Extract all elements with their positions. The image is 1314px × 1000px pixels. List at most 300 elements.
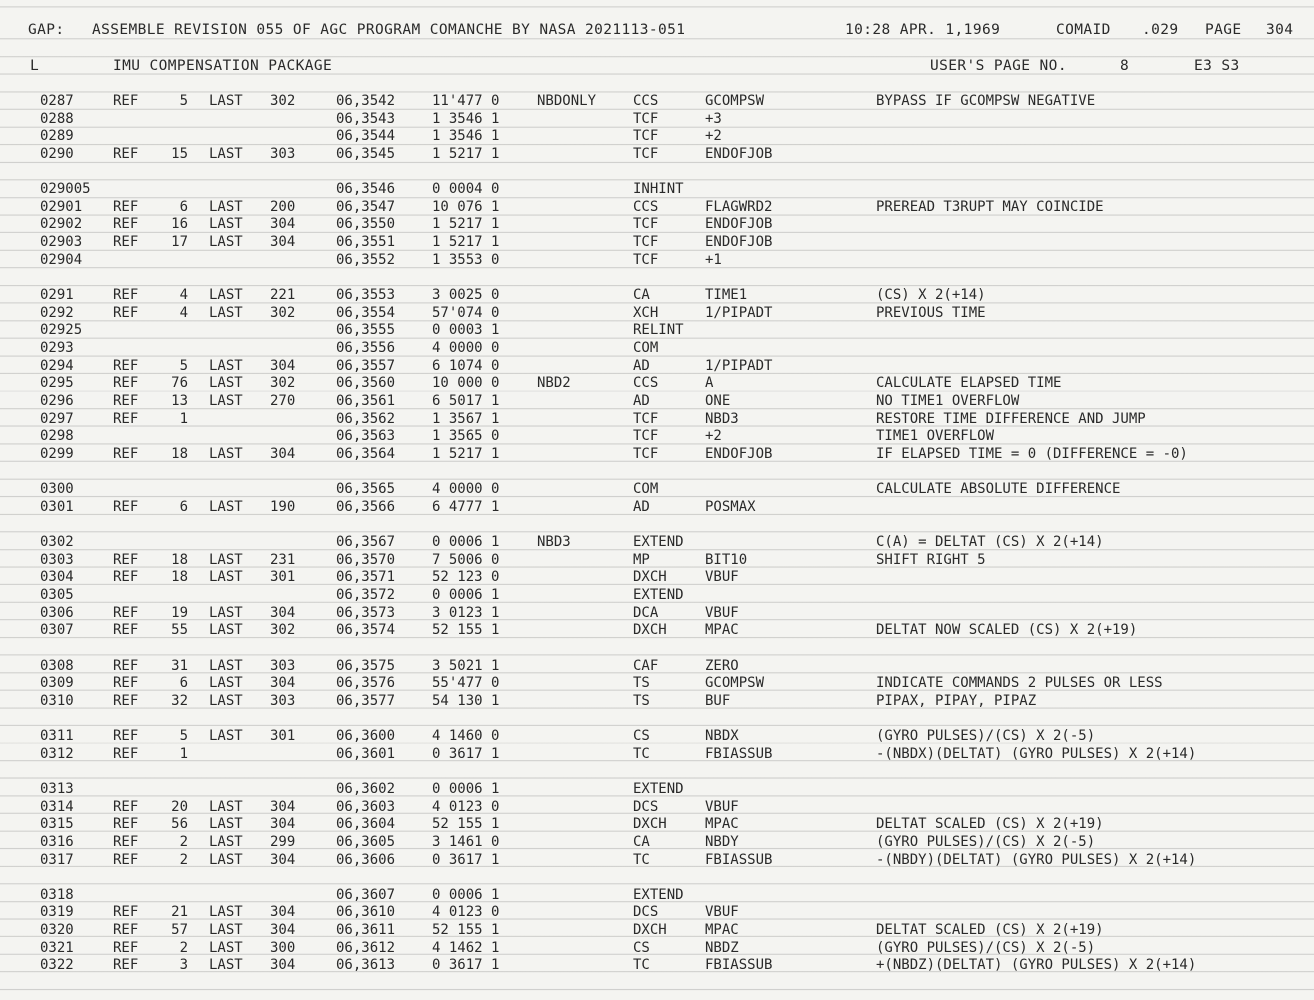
line-number: 0306 <box>40 604 74 621</box>
line-number: 0292 <box>40 304 74 321</box>
listing-row <box>0 622 1314 640</box>
ref-count: 17 <box>171 234 188 251</box>
ref-marker: REF <box>113 569 139 586</box>
octal-word: 4 1462 1 <box>432 939 500 956</box>
listing-row <box>0 569 1314 587</box>
octal-word: 4 0000 0 <box>432 339 500 356</box>
opcode: MP <box>633 551 650 568</box>
listing-row <box>0 340 1314 358</box>
blank-line <box>0 269 1314 287</box>
line-number: 0319 <box>40 904 74 921</box>
line-number: 0293 <box>40 339 74 356</box>
octal-word: 1 5217 1 <box>432 216 500 233</box>
line-number: 0322 <box>40 957 74 974</box>
symbol-label: NBD2 <box>537 375 571 392</box>
address: 06,3605 <box>336 833 396 850</box>
opcode: CS <box>633 728 650 745</box>
last-page: 304 <box>270 604 296 621</box>
address: 06,3556 <box>336 339 396 356</box>
address: 06,3547 <box>336 198 396 215</box>
users-page-label: USER'S PAGE NO. <box>930 58 1067 74</box>
comment: RESTORE TIME DIFFERENCE AND JUMP <box>876 410 1146 427</box>
ref-marker: REF <box>113 816 139 833</box>
ref-count: 21 <box>171 904 188 921</box>
last-page: 303 <box>270 145 296 162</box>
last-marker: LAST <box>209 198 243 215</box>
header-version: .029 <box>1142 22 1179 38</box>
opcode: TCF <box>633 128 659 145</box>
last-page: 302 <box>270 93 296 109</box>
ref-count: 2 <box>179 851 188 868</box>
listing-row <box>0 393 1314 411</box>
octal-word: 52 155 1 <box>432 622 500 639</box>
symbol-label: NBD3 <box>537 534 571 551</box>
ref-count: 4 <box>179 287 188 304</box>
address: 06,3604 <box>336 816 396 833</box>
octal-word: 0 3617 1 <box>432 957 500 974</box>
listing-row <box>0 199 1314 217</box>
opcode: CCS <box>633 93 659 109</box>
operand: GCOMPSW <box>705 93 765 109</box>
opcode: TCF <box>633 251 659 268</box>
listing-row <box>0 693 1314 711</box>
line-number: 02904 <box>40 251 83 268</box>
last-page: 302 <box>270 375 296 392</box>
address: 06,3557 <box>336 357 396 374</box>
ref-count: 18 <box>171 445 188 462</box>
opcode: EXTEND <box>633 534 684 551</box>
line-number: 0321 <box>40 939 74 956</box>
operand: +3 <box>705 110 722 127</box>
address: 06,3601 <box>336 745 396 762</box>
address: 06,3567 <box>336 534 396 551</box>
ref-count: 2 <box>179 939 188 956</box>
last-page: 304 <box>270 922 296 939</box>
line-number: 0302 <box>40 534 74 551</box>
header-page-label: PAGE <box>1205 22 1242 38</box>
octal-word: 1 5217 1 <box>432 445 500 462</box>
line-number: 0295 <box>40 375 74 392</box>
section-title: IMU COMPENSATION PACKAGE <box>113 58 333 74</box>
address: 06,3577 <box>336 692 396 709</box>
last-marker: LAST <box>209 287 243 304</box>
last-page: 304 <box>270 816 296 833</box>
opcode: TCF <box>633 145 659 162</box>
octal-word: 0 3617 1 <box>432 745 500 762</box>
last-marker: LAST <box>209 498 243 515</box>
last-marker: LAST <box>209 551 243 568</box>
last-marker: LAST <box>209 375 243 392</box>
last-marker: LAST <box>209 728 243 745</box>
line-number: 0307 <box>40 622 74 639</box>
comment: (GYRO PULSES)/(CS) X 2(-5) <box>876 833 1096 850</box>
ref-marker: REF <box>113 304 139 321</box>
address: 06,3553 <box>336 287 396 304</box>
operand: +2 <box>705 128 722 145</box>
last-page: 231 <box>270 551 296 568</box>
opcode: COM <box>633 339 659 356</box>
ref-marker: REF <box>113 745 139 762</box>
last-page: 302 <box>270 622 296 639</box>
listing-row <box>0 322 1314 340</box>
comment: PREVIOUS TIME <box>876 304 986 321</box>
line-number: 0304 <box>40 569 74 586</box>
comment: BYPASS IF GCOMPSW NEGATIVE <box>876 93 1096 109</box>
ref-marker: REF <box>113 957 139 974</box>
opcode: TC <box>633 957 650 974</box>
ref-count: 1 <box>179 745 188 762</box>
comment: CALCULATE ABSOLUTE DIFFERENCE <box>876 481 1121 498</box>
listing-row <box>0 358 1314 376</box>
operand: +1 <box>705 251 722 268</box>
address: 06,3603 <box>336 798 396 815</box>
address: 06,3612 <box>336 939 396 956</box>
address: 06,3573 <box>336 604 396 621</box>
address: 06,3550 <box>336 216 396 233</box>
comment: +(NBDZ)(DELTAT) (GYRO PULSES) X 2(+14) <box>876 957 1197 974</box>
octal-word: 4 1460 0 <box>432 728 500 745</box>
last-marker: LAST <box>209 833 243 850</box>
listing-row <box>0 834 1314 852</box>
comment: DELTAT NOW SCALED (CS) X 2(+19) <box>876 622 1138 639</box>
ref-marker: REF <box>113 234 139 251</box>
operand: FBIASSUB <box>705 851 773 868</box>
octal-word: 1 3546 1 <box>432 128 500 145</box>
line-number: 0308 <box>40 657 74 674</box>
octal-word: 0 0006 1 <box>432 780 500 797</box>
listing-row <box>0 234 1314 252</box>
ref-marker: REF <box>113 498 139 515</box>
header-user: COMAID <box>1056 22 1111 38</box>
last-marker: LAST <box>209 304 243 321</box>
comment: TIME1 OVERFLOW <box>876 428 995 445</box>
listing-row <box>0 481 1314 499</box>
listing-row <box>0 746 1314 764</box>
last-marker: LAST <box>209 604 243 621</box>
comment: DELTAT SCALED (CS) X 2(+19) <box>876 816 1104 833</box>
comment: PIPAX, PIPAY, PIPAZ <box>876 692 1037 709</box>
opcode: CAF <box>633 657 659 674</box>
address: 06,3555 <box>336 322 396 339</box>
last-page: 221 <box>270 287 296 304</box>
last-marker: LAST <box>209 957 243 974</box>
ref-count: 6 <box>179 198 188 215</box>
ref-count: 55 <box>171 622 188 639</box>
listing-row <box>0 922 1314 940</box>
ref-marker: REF <box>113 904 139 921</box>
address: 06,3562 <box>336 410 396 427</box>
listing-row <box>0 852 1314 870</box>
last-marker: LAST <box>209 816 243 833</box>
address: 06,3600 <box>336 728 396 745</box>
line-number: 0288 <box>40 110 74 127</box>
listing-row <box>0 375 1314 393</box>
opcode: CS <box>633 939 650 956</box>
opcode: EXTEND <box>633 886 684 903</box>
line-number: 02925 <box>40 322 83 339</box>
ref-count: 57 <box>171 922 188 939</box>
comment: -(NBDX)(DELTAT) (GYRO PULSES) X 2(+14) <box>876 745 1197 762</box>
last-marker: LAST <box>209 904 243 921</box>
last-marker: LAST <box>209 692 243 709</box>
operand: FBIASSUB <box>705 745 773 762</box>
header-title: ASSEMBLE REVISION 055 OF AGC PROGRAM COMANCHE BY NASA 2021113-051 <box>92 22 686 38</box>
address: 06,3574 <box>336 622 396 639</box>
comment: IF ELAPSED TIME = 0 (DIFFERENCE = -0) <box>876 445 1188 462</box>
line-number: 029005 <box>40 181 91 198</box>
ref-count: 18 <box>171 551 188 568</box>
opcode: TS <box>633 692 650 709</box>
address: 06,3602 <box>336 780 396 797</box>
last-page: 304 <box>270 234 296 251</box>
ref-marker: REF <box>113 922 139 939</box>
last-marker: LAST <box>209 93 243 109</box>
line-number: 0297 <box>40 410 74 427</box>
line-number: 0294 <box>40 357 74 374</box>
last-page: 301 <box>270 569 296 586</box>
operand: +2 <box>705 428 722 445</box>
opcode: TS <box>633 675 650 692</box>
listing-row <box>0 93 1314 111</box>
operand: GCOMPSW <box>705 675 765 692</box>
octal-word: 4 0123 0 <box>432 798 500 815</box>
opcode: DXCH <box>633 816 667 833</box>
ref-count: 19 <box>171 604 188 621</box>
line-number: 0320 <box>40 922 74 939</box>
line-number: 0317 <box>40 851 74 868</box>
operand: VBUF <box>705 798 739 815</box>
last-marker: LAST <box>209 622 243 639</box>
ref-marker: REF <box>113 622 139 639</box>
listing-row <box>0 904 1314 922</box>
last-marker: LAST <box>209 216 243 233</box>
ref-marker: REF <box>113 410 139 427</box>
operand: NBDX <box>705 728 739 745</box>
listing-row <box>0 252 1314 270</box>
operand: MPAC <box>705 816 739 833</box>
comment: (GYRO PULSES)/(CS) X 2(-5) <box>876 939 1096 956</box>
line-number: 02903 <box>40 234 83 251</box>
octal-word: 52 123 0 <box>432 569 500 586</box>
line-number: 0291 <box>40 287 74 304</box>
opcode: DCA <box>633 604 659 621</box>
ref-marker: REF <box>113 357 139 374</box>
ref-count: 20 <box>171 798 188 815</box>
line-number: 0314 <box>40 798 74 815</box>
listing-row <box>0 411 1314 429</box>
octal-word: 4 0000 0 <box>432 481 500 498</box>
listing-row <box>0 428 1314 446</box>
opcode: TCF <box>633 428 659 445</box>
octal-word: 7 5006 0 <box>432 551 500 568</box>
opcode: CCS <box>633 198 659 215</box>
line-number: 0296 <box>40 392 74 409</box>
line-number: 0289 <box>40 128 74 145</box>
last-page: 303 <box>270 692 296 709</box>
address: 06,3552 <box>336 251 396 268</box>
operand: FBIASSUB <box>705 957 773 974</box>
ref-marker: REF <box>113 939 139 956</box>
octal-word: 0 0006 1 <box>432 886 500 903</box>
comment: SHIFT RIGHT 5 <box>876 551 986 568</box>
comment: (GYRO PULSES)/(CS) X 2(-5) <box>876 728 1096 745</box>
opcode: TCF <box>633 234 659 251</box>
listing-header <box>0 22 1314 44</box>
blank-line <box>0 640 1314 658</box>
comment: -(NBDY)(DELTAT) (GYRO PULSES) X 2(+14) <box>876 851 1197 868</box>
opcode: CA <box>633 287 650 304</box>
octal-word: 52 155 1 <box>432 922 500 939</box>
ref-count: 4 <box>179 304 188 321</box>
octal-word: 3 0025 0 <box>432 287 500 304</box>
last-page: 200 <box>270 198 296 215</box>
operand: 1/PIPADT <box>705 304 773 321</box>
address: 06,3564 <box>336 445 396 462</box>
comment: PREREAD T3RUPT MAY COINCIDE <box>876 198 1104 215</box>
opcode: DCS <box>633 798 659 815</box>
address: 06,3565 <box>336 481 396 498</box>
opcode: AD <box>633 392 650 409</box>
operand: ENDOFJOB <box>705 445 773 462</box>
opcode: TCF <box>633 110 659 127</box>
ref-marker: REF <box>113 675 139 692</box>
listing-row <box>0 146 1314 164</box>
ref-count: 5 <box>179 93 188 109</box>
last-page: 304 <box>270 904 296 921</box>
line-number: 0299 <box>40 445 74 462</box>
last-marker: LAST <box>209 798 243 815</box>
listing-row <box>0 111 1314 129</box>
octal-word: 0 0006 1 <box>432 534 500 551</box>
line-number: 0287 <box>40 93 74 109</box>
ref-count: 16 <box>171 216 188 233</box>
operand: ENDOFJOB <box>705 216 773 233</box>
octal-word: 10 076 1 <box>432 198 500 215</box>
last-page: 304 <box>270 445 296 462</box>
ref-marker: REF <box>113 216 139 233</box>
address: 06,3551 <box>336 234 396 251</box>
last-page: 299 <box>270 833 296 850</box>
octal-word: 3 5021 1 <box>432 657 500 674</box>
opcode: TC <box>633 851 650 868</box>
opcode: AD <box>633 498 650 515</box>
ref-marker: REF <box>113 798 139 815</box>
address: 06,3545 <box>336 145 396 162</box>
header-prefix: GAP: <box>28 22 65 38</box>
blank-line <box>0 763 1314 781</box>
opcode: CCS <box>633 375 659 392</box>
octal-word: 3 0123 1 <box>432 604 500 621</box>
listing-row <box>0 305 1314 323</box>
last-page: 270 <box>270 392 296 409</box>
blank-line <box>0 710 1314 728</box>
octal-word: 6 1074 0 <box>432 357 500 374</box>
octal-word: 1 3565 0 <box>432 428 500 445</box>
listing-row <box>0 816 1314 834</box>
line-number: 02902 <box>40 216 83 233</box>
blank-line <box>0 463 1314 481</box>
ref-count: 56 <box>171 816 188 833</box>
listing-row <box>0 887 1314 905</box>
octal-word: 0 3617 1 <box>432 851 500 868</box>
opcode: XCH <box>633 304 659 321</box>
operand: MPAC <box>705 622 739 639</box>
operand: ZERO <box>705 657 739 674</box>
header-page-number: 304 <box>1266 22 1294 38</box>
operand: NBDY <box>705 833 739 850</box>
blank-line <box>0 164 1314 182</box>
opcode: DCS <box>633 904 659 921</box>
line-number: 0311 <box>40 728 74 745</box>
listing-row <box>0 587 1314 605</box>
last-page: 304 <box>270 798 296 815</box>
operand: FLAGWRD2 <box>705 198 773 215</box>
listing-row <box>0 534 1314 552</box>
ref-count: 76 <box>171 375 188 392</box>
line-number: 0298 <box>40 428 74 445</box>
ref-count: 6 <box>179 675 188 692</box>
blank-line <box>0 869 1314 887</box>
last-marker: LAST <box>209 569 243 586</box>
listing-row <box>0 287 1314 305</box>
line-number: 0312 <box>40 745 74 762</box>
ref-marker: REF <box>113 93 139 109</box>
ref-marker: REF <box>113 145 139 162</box>
line-number: 0290 <box>40 145 74 162</box>
listing-row <box>0 216 1314 234</box>
ref-count: 1 <box>179 410 188 427</box>
comment: NO TIME1 OVERFLOW <box>876 392 1020 409</box>
operand: A <box>705 375 714 392</box>
section-code: E3 S3 <box>1194 58 1240 74</box>
octal-word: 10 000 0 <box>432 375 500 392</box>
operand: 1/PIPADT <box>705 357 773 374</box>
line-number: 0309 <box>40 675 74 692</box>
line-number: 0310 <box>40 692 74 709</box>
listing-row <box>0 728 1314 746</box>
address: 06,3560 <box>336 375 396 392</box>
opcode: TCF <box>633 410 659 427</box>
ref-marker: REF <box>113 375 139 392</box>
operand: TIME1 <box>705 287 748 304</box>
opcode: DXCH <box>633 569 667 586</box>
line-number: 0316 <box>40 833 74 850</box>
listing-row <box>0 799 1314 817</box>
listing-row <box>0 781 1314 799</box>
address: 06,3546 <box>336 181 396 198</box>
address: 06,3566 <box>336 498 396 515</box>
opcode: CA <box>633 833 650 850</box>
comment: DELTAT SCALED (CS) X 2(+19) <box>876 922 1104 939</box>
opcode: TC <box>633 745 650 762</box>
last-marker: LAST <box>209 357 243 374</box>
users-page-number: 8 <box>1120 58 1130 74</box>
section-mark: L <box>30 58 40 74</box>
ref-count: 6 <box>179 498 188 515</box>
octal-word: 1 3567 1 <box>432 410 500 427</box>
ref-marker: REF <box>113 604 139 621</box>
ref-count: 18 <box>171 569 188 586</box>
last-marker: LAST <box>209 145 243 162</box>
octal-word: 1 3546 1 <box>432 110 500 127</box>
octal-word: 1 3553 0 <box>432 251 500 268</box>
octal-word: 3 1461 0 <box>432 833 500 850</box>
operand: VBUF <box>705 604 739 621</box>
operand: MPAC <box>705 922 739 939</box>
comment: (CS) X 2(+14) <box>876 287 986 304</box>
operand: ENDOFJOB <box>705 145 773 162</box>
opcode: TCF <box>633 216 659 233</box>
